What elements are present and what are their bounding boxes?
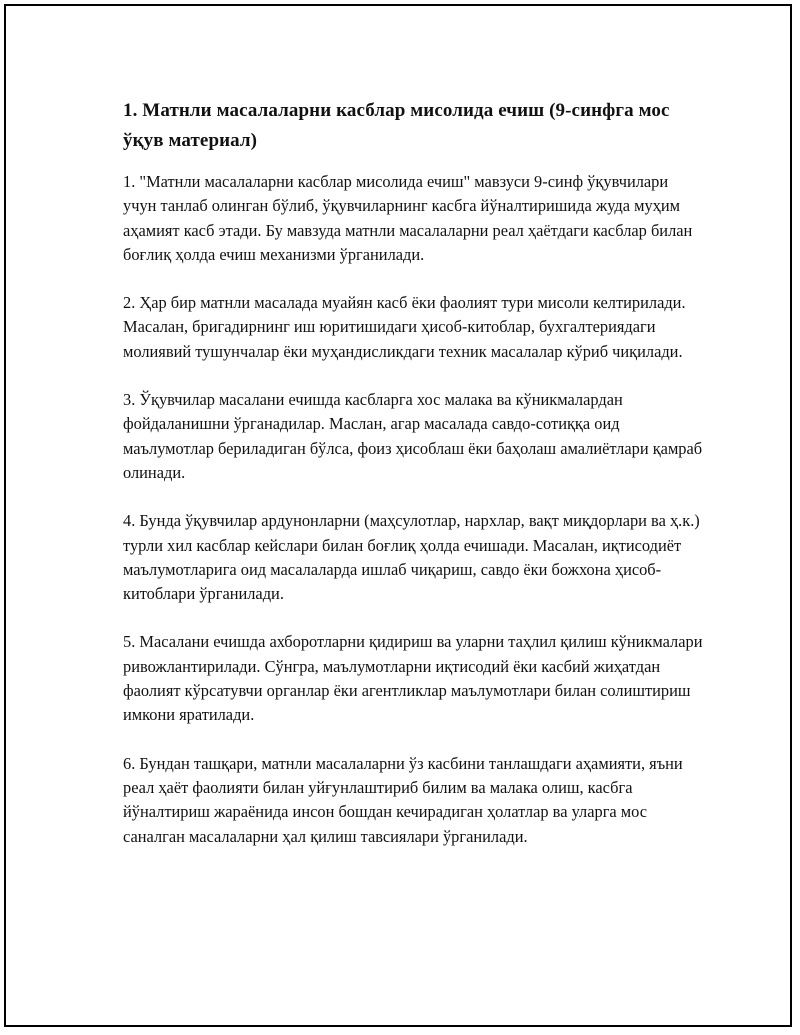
document-body xyxy=(123,96,703,873)
paragraph-1: 1. "Матнли масалаларни касблар мисолида ечиш" мавзуси 9-синф ўқувчилари учун танлаб олинган бўлиб, ўқувчиларнинг касбга йўналтиришида жуда муҳим аҳамият касб этади. Бу мавзуда матнли масалаларни реал ҳаётдаги касблар билан боғлиқ ҳолда ечиш механизми ўрганилади. xyxy=(123,172,693,264)
paragraph-4: 4. Бунда ўқувчилар ардунонларни (маҳсулотлар, нархлар, вақт миқдорлари ва ҳ.к.) турли хил касблар кейслари билан боғлиқ ҳолда ечишади. Масалан, иқтисодиёт маълумотларига оид масалаларда ишлаб чиқариш, савдо ёки божхона ҳисоб-китоблари ўрганилади. xyxy=(123,511,700,604)
page-frame xyxy=(4,4,792,1027)
paragraph-5: 5. Масалани ечишда ахборотларни қидириш ва уларни таҳлил қилиш кўникмалари ривожлантирилади. Сўнгра, маълумотларни иқтисодий ёки касбий жиҳатдан фаолият кўрсатувчи органлар ёки агентликлар маълумотлари билан солиштириш имкони яратилади. xyxy=(123,632,703,725)
paragraph-2: 2. Ҳар бир матнли масалада муайян касб ёки фаолият тури мисоли келтирилади. Масалан, бригадирнинг иш юритишидаги ҳисоб-китоблар, бухгалтериядаги молиявий тушунчалар ёки муҳандисликдаги техник масалалар кўриб чиқилади. xyxy=(123,293,686,361)
paragraph-3: 3. Ўқувчилар масалани ечишда касбларга хос малака ва кўникмалардан фойдаланишни ўрганадилар. Маслан, агар масалада савдо-сотиққа оид маълумотлар бериладиган бўлса, фоиз ҳисоблаш ёки баҳолаш амалиётлари қамраб олинади. xyxy=(123,390,703,482)
document-title: 1. Матнли масалаларни касблар мисолида ечиш (9-синфга мос ўқув материал) xyxy=(123,100,670,151)
paragraph-6: 6. Бундан ташқари, матнли масалаларни ўз касбини танлашдаги аҳамияти, яъни реал ҳаёт фаолияти билан уйғунлаштириб билим ва малака олиш, касбга йўналтириш жараёнида инсон бошдан кечирадиган ҳолатлар ва уларга мос саналган масалаларни ҳал қилиш тавсиялари ўрганилади. xyxy=(123,753,683,846)
